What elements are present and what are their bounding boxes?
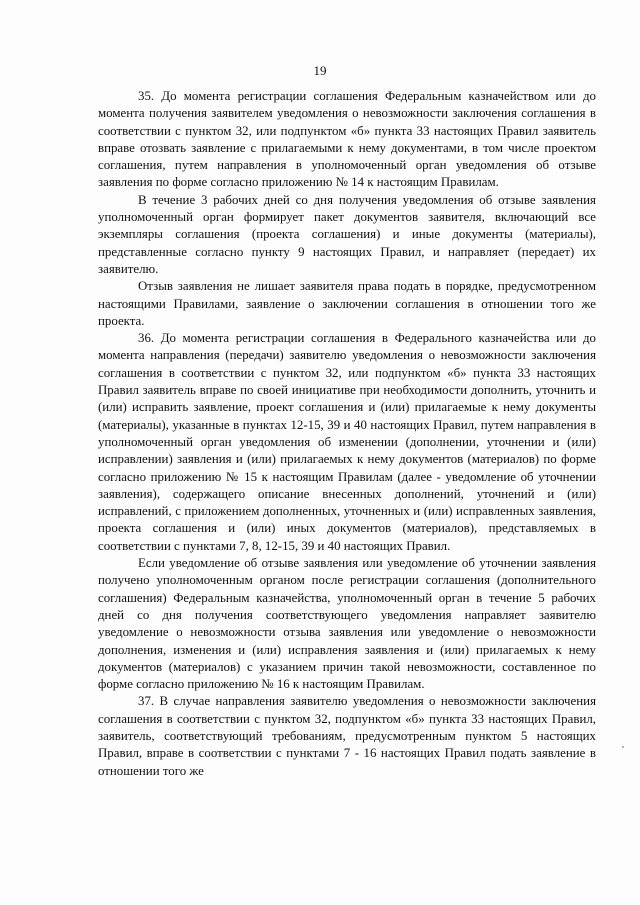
scan-speck	[622, 746, 624, 748]
document-body	[98, 88, 596, 780]
paragraph-36-late-notice: Если уведомление об отзыве заявления или уведомление об уточнении заявления получено уполномоченным органом после регистрации соглашения (дополнительного соглашения) Федеральным казначейства, уполномоченный орган в течение 5 рабочих дней со дня получения соответствующего уведомления направляет заявителю уведомление о невозможности отзыва заявления или уведомление о невозможности дополнения, изменения и (или) исправления заявления и (или) прилагаемых к нему документов (материалов) с указанием причин такой невозможности, составленное по форме согласно приложению № 16 к настоящим Правилам.	[98, 556, 596, 692]
paragraph-35-withdrawal-effect: Отзыв заявления не лишает заявителя права подать в порядке, предусмотренном настоящими Правилами, заявление о заключении соглашения в отношении того же проекта.	[98, 279, 596, 328]
paragraph-35-withdrawal-processing: В течение 3 рабочих дней со дня получения уведомления об отзыве заявления уполномоченный орган формирует пакет документов заявителя, включающий все экземпляры соглашения (проекта соглашения) и иные документы (материалы), представленные согласно пункту 9 настоящих Правил, и направляет (передает) их заявителю.	[98, 192, 596, 276]
page-number: 19	[313, 63, 327, 78]
paragraph-35: 35. До момента регистрации соглашения Федеральным казначейством или до момента получения заявителем уведомления о невозможности заключения соглашения в соответствии с пунктом 32, или подпунктом «б» пункта 33 настоящих Правил заявитель вправе отозвать заявление с прилагаемыми к нему документами, в том числе проектом соглашения, путем направления в уполномоченный орган уведомления об отзыве заявления по форме согласно приложению № 14 к настоящим Правилам.	[98, 89, 596, 190]
paragraph-36: 36. До момента регистрации соглашения в Федерального казначейства или до момента направления (передачи) заявителю уведомления о невозможности заключения соглашения в соответствии с пунктом 32, или подпунктом «б» пункта 33 настоящих Правил заявитель вправе по своей инициативе при необходимости дополнить, уточнить и (или) исправить заявление, проект соглашения и (или) прилагаемые к нему документы (материалы), указанные в пунктах 12-15, 39 и 40 настоящих Правил, путем направления в уполномоченный орган уведомления об изменении (дополнении, уточнении и (или) исправлении) заявления и (или) прилагаемых к нему документов (материалов) по форме согласно приложению № 15 к настоящим Правилам (далее - уведомление об уточнении заявления), содержащего описание внесенных дополнений, уточнений и (или) исправлений, с приложением дополненных, уточненных и (или) исправленных заявления, проекта соглашения и (или) иных документов (материалов), представляемых в соответствии с пунктами 7, 8, 12-15, 39 и 40 настоящих Правил.	[98, 331, 596, 553]
paragraph-37: 37. В случае направления заявителю уведомления о невозможности заключения соглашения в соответствии с пунктом 32, подпунктом «б» пункта 33 настоящих Правил, заявитель, соответствующий требованиям, предусмотренным пунктом 5 настоящих Правил, вправе в соответствии с пунктами 7 - 16 настоящих Правил подать заявление в отношении того же	[98, 694, 596, 778]
